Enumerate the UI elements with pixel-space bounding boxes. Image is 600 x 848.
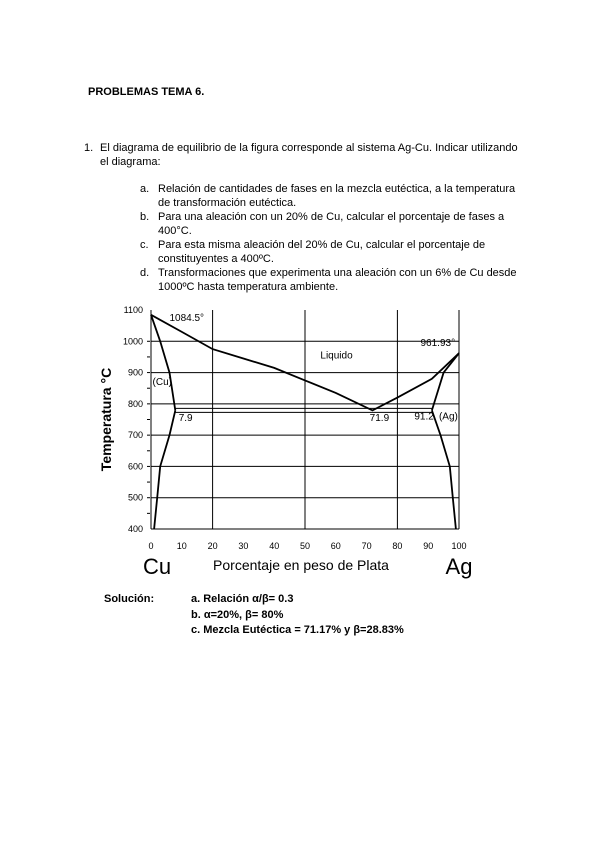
y-tick-label: 500: [127, 492, 143, 503]
x-tick-label: 90: [423, 541, 434, 551]
x-tick-label: 10: [176, 541, 187, 551]
x-tick-label: 70: [361, 541, 372, 551]
y-tick-label: 900: [127, 367, 143, 378]
annotation-label: 7.9: [178, 413, 193, 425]
series-solvus-Cu: [154, 410, 175, 529]
annotation-label: (Ag): [438, 411, 458, 423]
problem-number: 1.: [84, 142, 94, 154]
annotation-label: 71.9: [369, 413, 390, 425]
x-tick-label: 0: [148, 541, 154, 551]
item-label: a.: [140, 183, 150, 195]
item-label: b.: [140, 211, 150, 223]
annotation-label: Liquido: [320, 350, 353, 362]
x-tick-label: 30: [238, 541, 249, 551]
x-tick-label: 100: [451, 541, 467, 551]
annotation-label: 1084.5°: [169, 312, 205, 324]
item-label: c.: [140, 239, 149, 251]
solution-c: c. Mezcla Eutéctica = 71.17% y β=28.83%: [191, 624, 404, 636]
item-text: Relación de cantidades de fases en la mezcla eutéctica, a la temperatura de transformación eutéctica.: [158, 183, 516, 209]
solution-a: a. Relación α/β= 0.3: [191, 593, 294, 605]
x-axis-label: Porcentaje en peso de Plata: [213, 557, 389, 573]
right-element-label: Ag: [445, 554, 473, 579]
y-tick-label: 400: [127, 524, 143, 534]
series-solidus-Cu: [151, 315, 175, 411]
y-axis-label: Temperatura °C: [98, 367, 114, 472]
annotation-label: 91.2: [414, 411, 434, 423]
annotation-label: (Cu): [152, 377, 172, 389]
series-solvus-Ag: [432, 410, 456, 529]
item-text: Para una aleación con un 20% de Cu, calcular el porcentaje de fases a 400°C.: [158, 211, 505, 237]
x-tick-label: 20: [207, 541, 218, 551]
y-tick-label: 1100: [123, 305, 143, 315]
annotation-label: 961.93°: [420, 337, 456, 349]
x-tick-label: 60: [330, 541, 341, 551]
x-tick-label: 50: [299, 541, 311, 551]
solution-label: Solución:: [104, 593, 155, 605]
y-tick-label: 800: [127, 398, 143, 409]
page-title: PROBLEMAS TEMA 6.: [88, 86, 205, 98]
x-tick-label: 80: [392, 541, 403, 551]
solution-b: b. α=20%, β= 80%: [191, 609, 284, 621]
y-tick-label: 1000: [122, 336, 143, 347]
item-text: Para esta misma aleación del 20% de Cu, calcular el porcentaje de constituyentes a 400ºC.: [158, 239, 486, 265]
item-label: d.: [140, 267, 150, 279]
series-solidus-Ag: [432, 353, 459, 410]
problem-text: El diagrama de equilibrio de la figura corresponde al sistema Ag-Cu. Indicar utilizando el diagrama:: [100, 142, 518, 168]
y-tick-label: 600: [127, 461, 143, 472]
left-element-label: Cu: [142, 554, 172, 579]
item-text: Transformaciones que experimenta una aleación con un 6% de Cu desde 1000ºC hasta temperatura ambiente.: [158, 267, 517, 293]
y-tick-label: 700: [127, 430, 143, 441]
x-tick-label: 40: [269, 541, 280, 551]
